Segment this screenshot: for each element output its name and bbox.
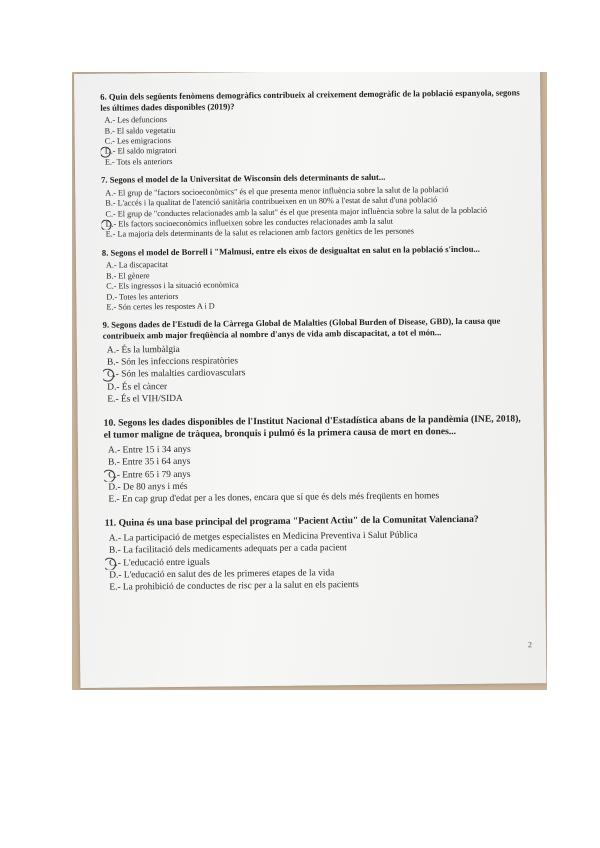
option-b: B.- Són les infeccions respiratòries [106,356,239,368]
question-8 [102,243,523,313]
photo-background [72,72,547,690]
option-b: B.- La facilitació dels medicaments adequats per a cada pacient [108,543,347,556]
option-d: D.- És el càncer [107,381,168,393]
question-9 [103,316,524,407]
question-title: 11. Quina és una base principal del programa "Pacient Actiu" de la Comunitat Valenciana? [104,513,479,529]
option-b: B.- L'accés i la qualitat de l'atenció sanitària contribueixen en un 80% a l'estat de salut d'una població [105,195,438,208]
option-e: E.- En cap grup d'edat per a les dones, encara que sí que és dels més freqüents en homes [108,491,440,505]
option-d: D.- L'educació en salut des de les primeres etapes de la vida [109,568,335,581]
option-e: E.- Són certes les respostes A i D [106,301,215,312]
option-d-circled: D.- El saldo migratori [101,143,521,158]
question-title: 10. Segons les dades disponibles de l'Institut Nacional d'Estadística abans de la pandèmia (INE, 2018), el tumor maligne de tràquea, bronquis i pulmó és la primera causa de mort en dones... [103,413,521,441]
question-10 [104,413,525,506]
question-6 [100,87,521,168]
option-b: B.- El gènere [106,271,150,281]
option-e: E.- És el VIH/SIDA [107,394,183,405]
question-title: 6. Quin dels següents fenòmens demogràfics contribueix al creixement demogràfic de la població espanyola, segons les últimes dades disponibles (2019)? [100,87,520,113]
option-a: A.- Les defuncions [104,115,168,125]
exam-sheet [74,72,546,688]
question-7 [101,171,522,241]
exam-content [100,87,525,601]
option-b: B.- El saldo vegetatiu [104,125,176,136]
option-c-circled: C.- Entre 65 i 79 anys [104,465,524,482]
question-11 [105,513,526,594]
question-title: 7. Segons el model de la Universitat de Wisconsin dels determinants de salut... [101,171,386,185]
option-c-circled: C.- Són les malalties cardiovasculars [103,365,523,382]
option-d-circled: D.- Els factors socioeconòmics influeixen sobre les conductes relacionades amb la salut [102,215,522,230]
option-c: C.- Els ingressos i la situació econòmica [106,280,239,291]
option-c-circled: C.- L'educació entre iguals [105,553,525,570]
option-b: B.- Entre 35 i 64 anys [108,456,191,468]
option-e: E.- Tots els anteriors [104,156,173,167]
option-d: D.- Totes les anteriors [106,291,179,302]
option-c: C.- El grup de "conductes relacionades amb la salut" és el que presenta major influència sobre la salut de la població [105,205,488,219]
option-e: E.- La prohibició de conductes de risc per a la salut en els pacients [109,580,359,594]
question-title: 8. Segons el model de Borrell i "Malmusi, entre els eixos de desigualtat en salut en la població s'inclou... [101,243,480,258]
option-a: A.- La participació de metges especialistes en Medicina Preventiva i Salut Pública [108,530,418,544]
option-d: D.- De 80 anys i més [108,481,188,493]
page-number: 2 [527,640,533,650]
option-a: A.- Entre 15 i 34 anys [107,444,191,456]
option-e: E.- La majoria dels determinants de la salut es relacionen amb factors genètics de les persones [105,226,414,240]
option-c: C.- Les emigracions [104,135,171,146]
option-a: A.- La discapacitat [105,260,169,271]
option-a: A.- El grup de "factors socioeconòmics" és el que presenta menor influència sobre la salut de la població [105,184,449,198]
question-title: 9. Segons dades de l'Estudi de la Càrrega Global de Malalties (Global Burden of Disease, GBD), la causa que contribueix amb major freqüència al nombre d'anys de vida amb discapacitat, a tot el món... [102,316,501,341]
option-a: A.- És la lumbàlgia [106,344,180,356]
